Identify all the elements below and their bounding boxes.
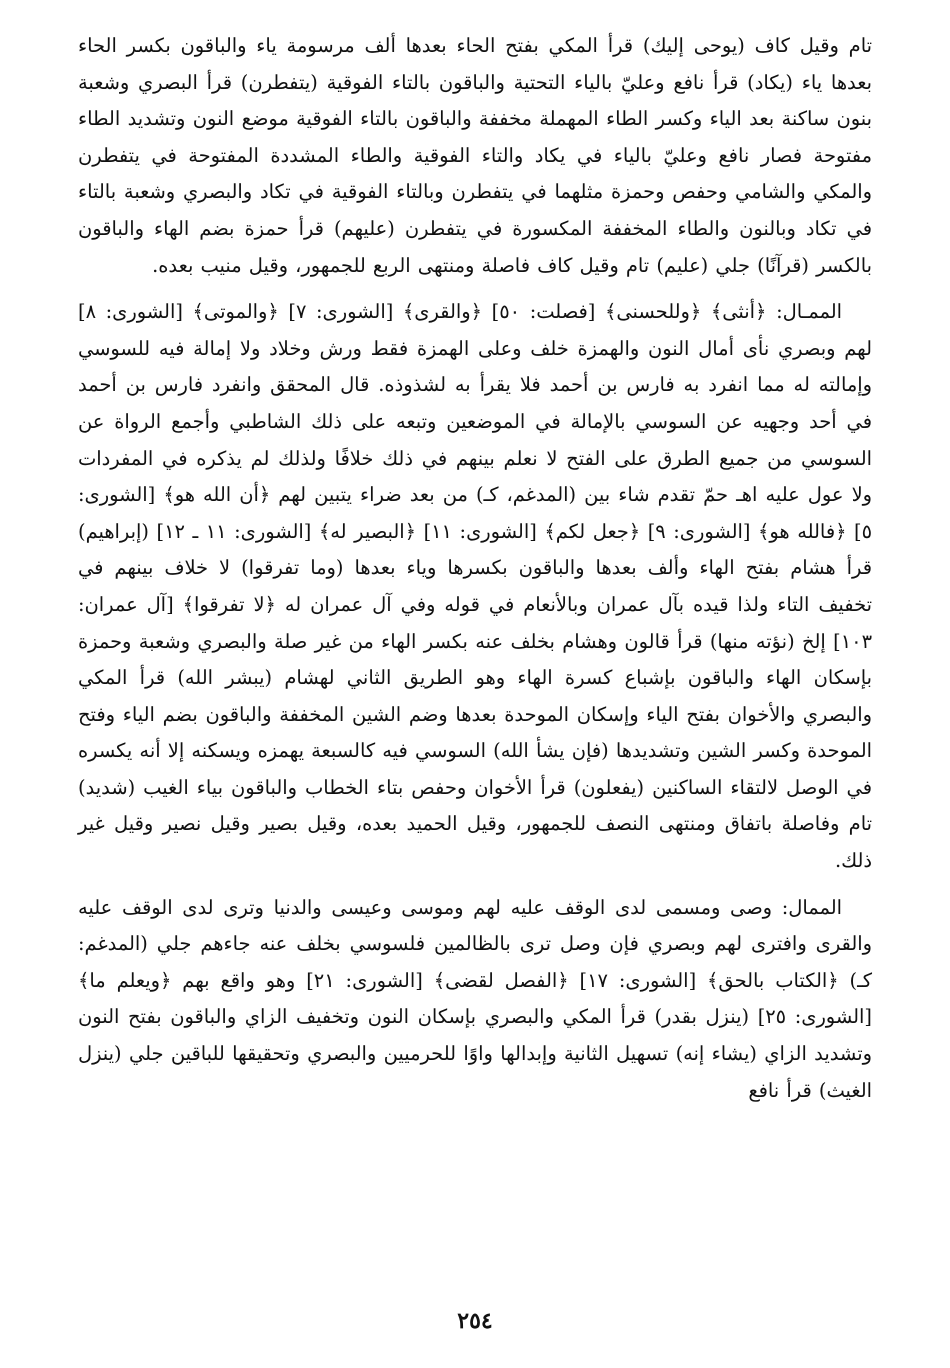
paragraph-3: الممال: وصى ومسمى لدى الوقف عليه لهم وموسى وعيسى والدنيا وترى لدى الوقف عليه والقرى وافترى لهم وبصري فإن وصل ترى بالظالمين فلسوسي بخلف عنه جاءهم جلي (المدغم: كـ) ﴿الكتاب بالحق﴾ [الشورى: ١٧] ﴿الفصل لقضى﴾ [الشورى: ٢١] وهو واقع بهم ﴿ويعلم ما﴾ [الشورى: ٢٥] (ينزل بقدر) قرأ المكي والبصري بإسكان النون وتخفيف الزاي والباقون بفتح النون وتشديد الزاي (يشاء إنه) تسهيل الثانية وإبدالها واوًا للحرميين والبصري وتحقيقها للباقين جلي (ينزل الغيث) قرأ نافع — [78, 895, 872, 1102]
page-content — [78, 28, 872, 1328]
page-number: ٢٥٤ — [457, 1308, 493, 1334]
paragraph-2: الممـال: ﴿أنثى﴾ ﴿وللحسنى﴾ [فصلت: ٥٠] ﴿والقرى﴾ [الشورى: ٧] ﴿والموتى﴾ [الشورى: ٨] لهم وبصري نأى أمال النون والهمزة خلف وعلى الهمزة فقط ورش وخلاد ولا إمالة فيه للسوسي وإمالته له مما انفرد به فارس بن أحمد فلا يقرأ به لشذوذه. قال المحقق وانفرد فارس بن أحمد في أحد وجهيه عن السوسي بالإمالة في الموضعين وتبعه على ذلك الشاطبي وأجمع الرواة عن السوسي من جميع الطرق على الفتح لا نعلم بينهم في ذلك خلافًا ولذلك لم يذكره في المفردات ولا عول عليه اهـ حمّ تقدم شاء بين (المدغم، كـ) من بعد ضراء يتبين لهم ﴿أن الله هو﴾ [الشورى: ٥] ﴿فالله هو﴾ [الشورى: ٩] ﴿جعل لكم﴾ [الشورى: ١١] ﴿البصير له﴾ [الشورى: ١١ ـ ١٢] (إبراهيم) قرأ هشام بفتح الهاء وألف بعدها والباقون بكسرها وياء بعدها (وما تفرقوا) لا خلاف بينهم في تخفيف التاء ولذا قيده بآل عمران وبالأنعام في قوله وفي آل عمران له ﴿لا تفرقوا﴾ [آل عمران: ١٠٣] إلخ (نؤته منها) قرأ قالون وهشام بخلف عنه بكسر الهاء من غير صلة والبصري وشعبة وحمزة بإسكان الهاء والباقون بإشباع كسرة الهاء وهو الطريق الثاني لهشام (يبشر الله) قرأ المكي والبصري والأخوان بفتح الياء وإسكان الموحدة بعدها وضم الشين المخففة والباقون بضم الياء وفتح الموحدة وكسر الشين وتشديدها (فإن يشأ الله) السوسي فيه كالسبعة يهمزه ويسكنه إلا أنه يكسره في الوصل لالتقاء الساكنين (يفعلون) قرأ الأخوان وحفص بتاء الخطاب والباقون بياء الغيب (شديد) تام وفاصلة باتفاق ومنتهى النصف للجمهور، وقيل الحميد بعده، وقيل بصير وقيل نصير وقيل غير ذلك. — [78, 300, 873, 873]
paragraph-1: تام وقيل كاف (يوحى إليك) قرأ المكي بفتح الحاء بعدها ألف مرسومة ياء والباقون بكسر الحاء بعدها ياء (يكاد) قرأ نافع وعليّ بالياء التحتية والباقون بالتاء الفوقية (يتفطرن) قرأ البصري وشعبة بنون ساكنة بعد الياء وكسر الطاء المهملة مخففة والباقون بالتاء الفوقية موضع النون وتشديد الطاء مفتوحة فصار نافع وعليّ بالياء في يكاد والتاء الفوقية والطاء المشددة المفتوحة في يتفطرن والمكي والشامي وحفص وحمزة مثلهما في يتفطرن وبالتاء الفوقية في تكاد والبصري وشعبة بالتاء في تكاد وبالنون والطاء المخففة المكسورة في يتفطرن (عليهم) قرأ حمزة بضم الهاء والباقون بالكسر (قرآنًا) جلي (عليم) تام وقيل كاف فاصلة ومنتهى الربع للجمهور، وقيل منيب بعده. — [78, 34, 872, 277]
